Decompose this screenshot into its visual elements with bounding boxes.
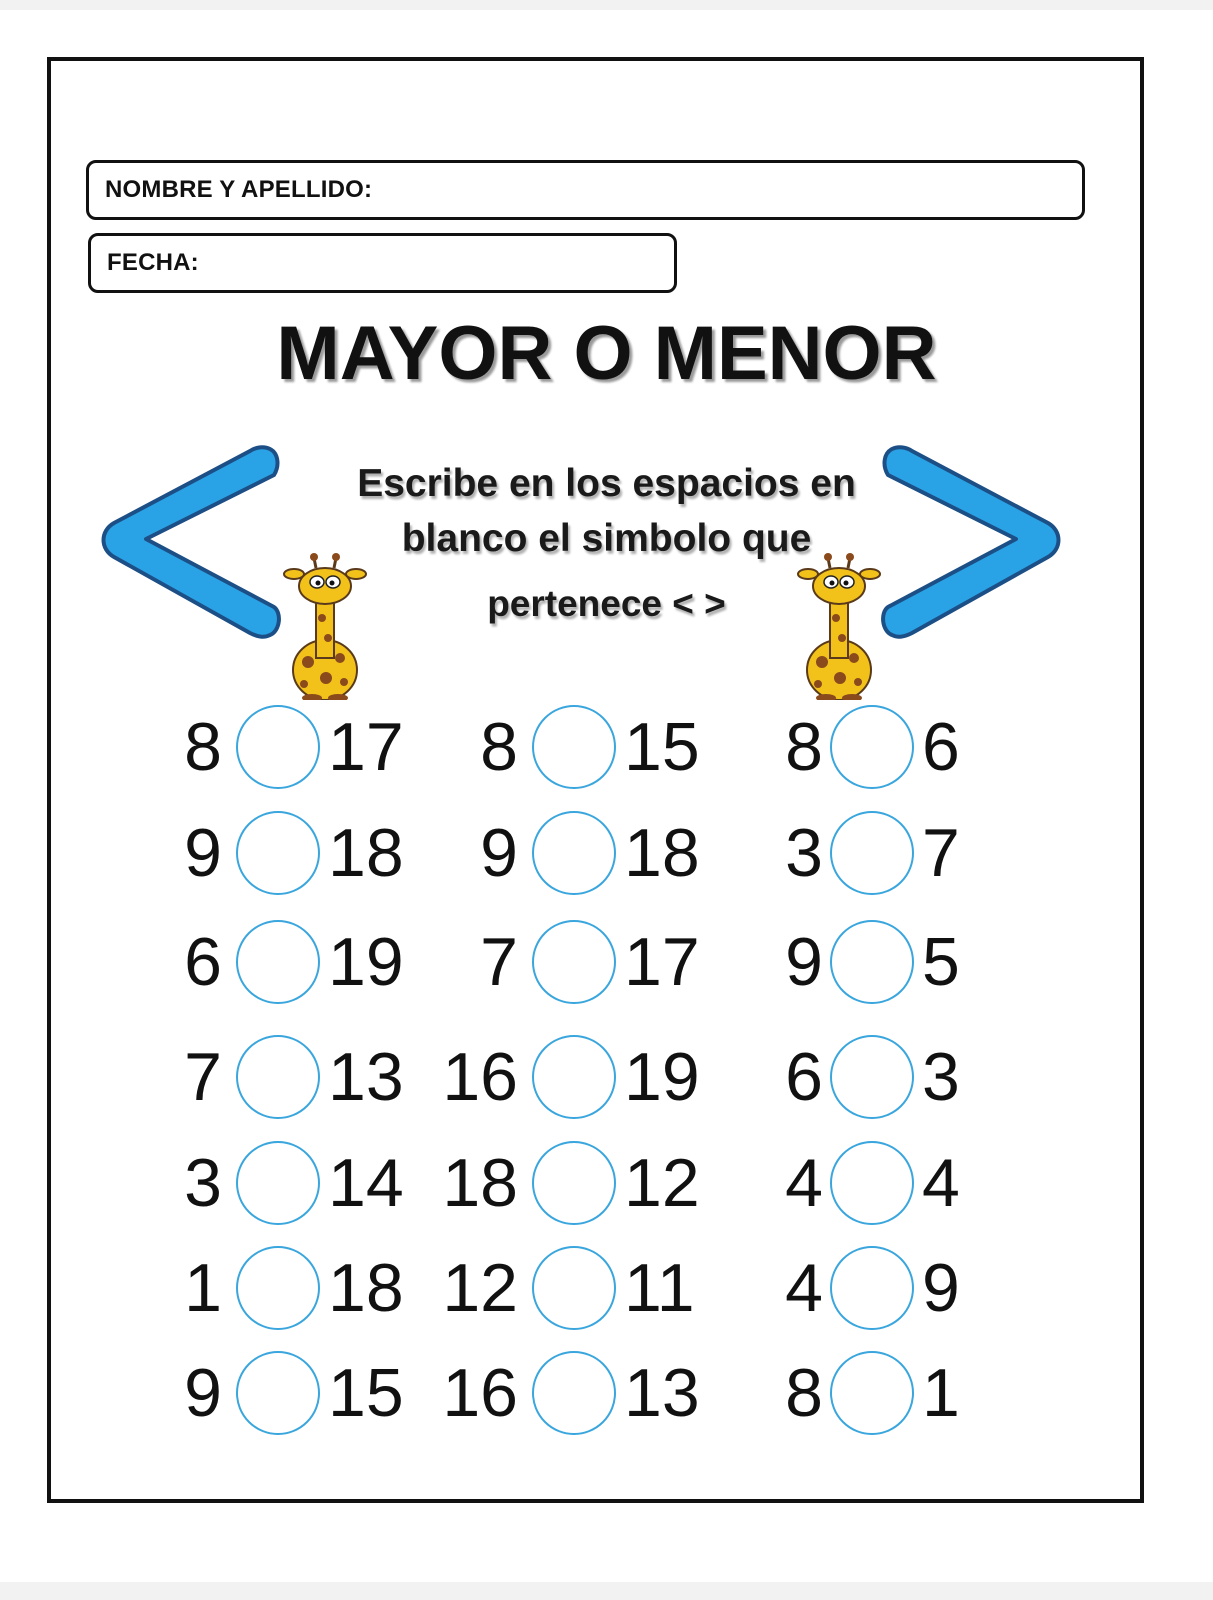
exercise-row	[0, 1351, 1213, 1451]
right-number: 19	[624, 1039, 700, 1115]
left-number: 4	[785, 1145, 823, 1221]
right-number: 15	[624, 709, 700, 785]
answer-circle[interactable]	[532, 1035, 616, 1119]
right-number: 12	[624, 1145, 700, 1221]
right-number: 18	[328, 1250, 404, 1326]
left-number: 16	[442, 1355, 518, 1431]
left-number: 7	[184, 1039, 222, 1115]
exercise-row	[0, 920, 1213, 1020]
left-number: 12	[442, 1250, 518, 1326]
right-number: 18	[328, 815, 404, 891]
instruction-line-2: blanco el simbolo que	[401, 517, 812, 560]
answer-circle[interactable]	[236, 1246, 320, 1330]
answer-circle[interactable]	[830, 705, 914, 789]
answer-circle[interactable]	[532, 1246, 616, 1330]
exercise-row	[0, 705, 1213, 805]
right-number: 11	[624, 1250, 695, 1326]
left-number: 7	[480, 924, 518, 1000]
answer-circle[interactable]	[236, 1141, 320, 1225]
right-number: 13	[328, 1039, 404, 1115]
answer-circle[interactable]	[236, 1035, 320, 1119]
right-number: 17	[328, 709, 404, 785]
left-number: 8	[184, 709, 222, 785]
exercise-row	[0, 1035, 1213, 1135]
answer-circle[interactable]	[532, 1351, 616, 1435]
answer-circle[interactable]	[830, 811, 914, 895]
date-label: FECHA:	[107, 249, 199, 276]
answer-circle[interactable]	[236, 811, 320, 895]
name-field[interactable]	[86, 160, 1085, 220]
instruction-line-1: Escribe en los espacios en	[357, 462, 856, 505]
answer-circle[interactable]	[532, 1141, 616, 1225]
left-number: 9	[785, 924, 823, 1000]
exercise-row	[0, 1246, 1213, 1346]
answer-circle[interactable]	[532, 920, 616, 1004]
left-number: 3	[184, 1145, 222, 1221]
answer-circle[interactable]	[236, 920, 320, 1004]
left-number: 1	[184, 1250, 222, 1326]
left-number: 16	[442, 1039, 518, 1115]
answer-circle[interactable]	[236, 1351, 320, 1435]
right-number: 4	[922, 1145, 960, 1221]
right-number: 15	[328, 1355, 404, 1431]
right-number: 13	[624, 1355, 700, 1431]
right-number: 18	[624, 815, 700, 891]
answer-circle[interactable]	[830, 1035, 914, 1119]
giraffe-left-icon	[282, 550, 368, 700]
right-number: 9	[922, 1250, 960, 1326]
right-number: 7	[922, 815, 960, 891]
answer-circle[interactable]	[532, 811, 616, 895]
left-number: 6	[184, 924, 222, 1000]
left-number: 3	[785, 815, 823, 891]
name-label: NOMBRE Y APELLIDO:	[105, 176, 373, 203]
left-number: 8	[785, 709, 823, 785]
answer-circle[interactable]	[830, 920, 914, 1004]
instruction-line-3: pertenece < >	[487, 583, 726, 624]
date-field[interactable]	[88, 233, 677, 293]
left-number: 9	[184, 1355, 222, 1431]
answer-circle[interactable]	[532, 705, 616, 789]
right-number: 14	[328, 1145, 404, 1221]
answer-circle[interactable]	[830, 1141, 914, 1225]
left-number: 6	[785, 1039, 823, 1115]
right-number: 3	[922, 1039, 960, 1115]
exercise-row	[0, 1141, 1213, 1241]
left-number: 8	[480, 709, 518, 785]
answer-circle[interactable]	[236, 705, 320, 789]
page-title: MAYOR O MENOR	[276, 311, 937, 396]
right-number: 19	[328, 924, 404, 1000]
left-number: 8	[785, 1355, 823, 1431]
right-number: 1	[922, 1355, 960, 1431]
answer-circle[interactable]	[830, 1246, 914, 1330]
right-number: 6	[922, 709, 960, 785]
worksheet-page	[0, 10, 1213, 1582]
left-number: 18	[442, 1145, 518, 1221]
left-number: 9	[184, 815, 222, 891]
giraffe-right-icon	[796, 550, 882, 700]
exercise-row	[0, 811, 1213, 911]
left-number: 9	[480, 815, 518, 891]
right-number: 17	[624, 924, 700, 1000]
left-number: 4	[785, 1250, 823, 1326]
answer-circle[interactable]	[830, 1351, 914, 1435]
right-number: 5	[922, 924, 960, 1000]
